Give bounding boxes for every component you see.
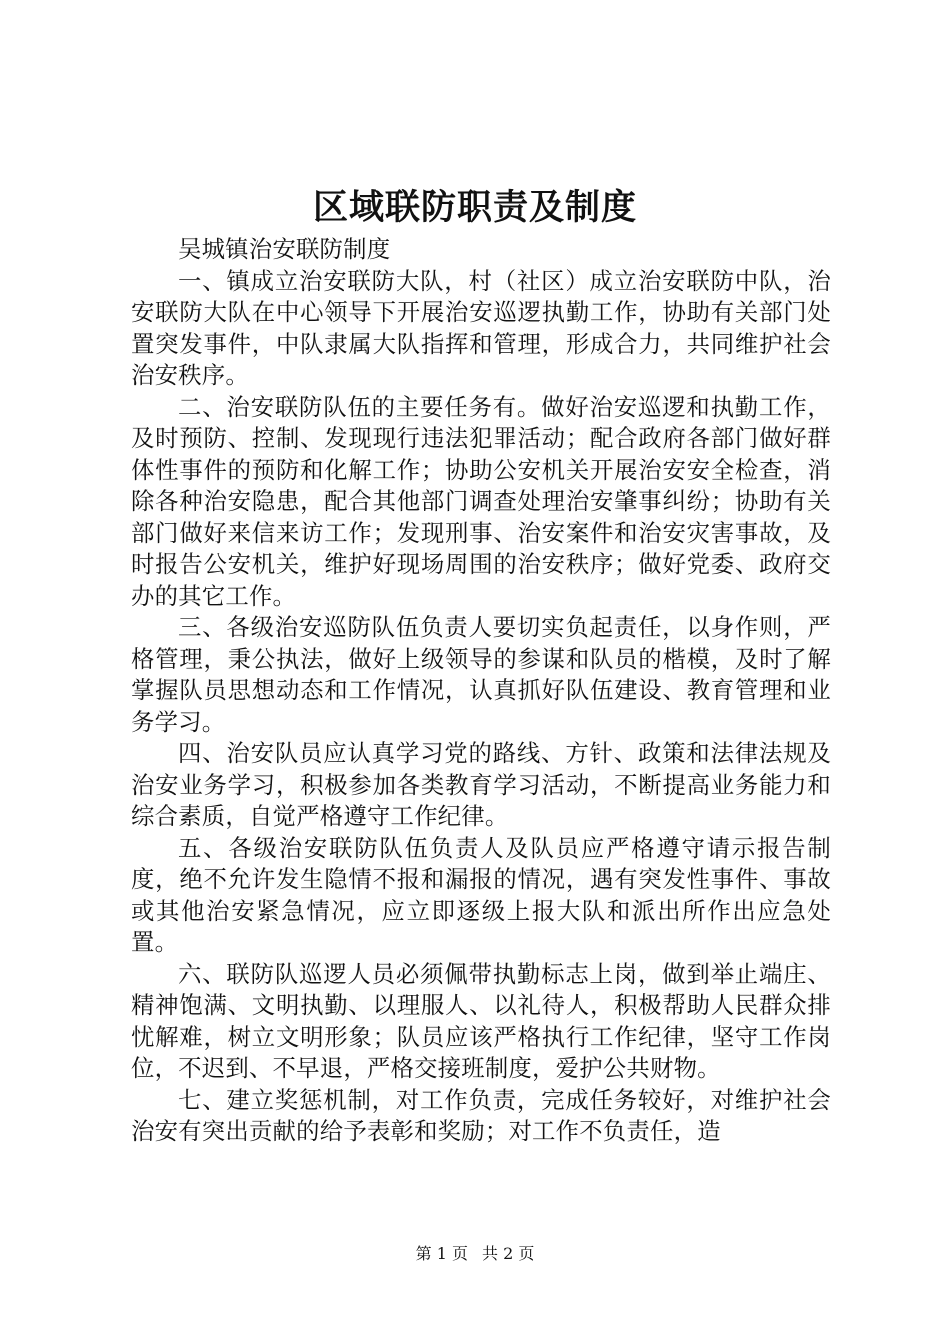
- paragraph-6: 六、联防队巡逻人员必须佩带执勤标志上岗，做到举止端庄、精神饱满、文明执勤、以理服人、以礼待人，积极帮助人民群众排忧解难，树立文明形象；队员应该严格执行工作纪律，坚守工作岗位，不迟到、不早退，严格交接班制度，爱护公共财物。: [131, 959, 831, 1082]
- document-body: [131, 234, 831, 1148]
- document-subtitle: 吴城镇治安联防制度: [178, 235, 391, 263]
- document-title: 区域联防职责及制度: [312, 187, 637, 228]
- paragraph-7: 七、建立奖惩机制，对工作负责，完成任务较好，对维护社会治安有突出贡献的给予表彰和奖励；对工作不负责任，造: [131, 1085, 831, 1145]
- paragraph-2: 二、治安联防队伍的主要任务有。做好治安巡逻和执勤工作，及时预防、控制、发现现行违法犯罪活动；配合政府各部门做好群体性事件的预防和化解工作；协助公安机关开展治安安全检查，消除各种治安隐患，配合其他部门调查处理治安肇事纠纷；协助有关部门做好来信来访工作；发现刑事、治安案件和治安灾害事故，及时报告公安机关，维护好现场周围的治安秩序；做好党委、政府交办的其它工作。: [131, 392, 831, 610]
- paragraph-1: 一、镇成立治安联防大队，村（社区）成立治安联防中队，治安联防大队在中心领导下开展治安巡逻执勤工作，协助有关部门处置突发事件，中队隶属大队指挥和管理，形成合力，共同维护社会治安秩序。: [131, 266, 831, 389]
- page-footer: [0, 1243, 950, 1265]
- paragraph-4: 四、治安队员应认真学习党的路线、方针、政策和法律法规及治安业务学习，积极参加各类教育学习活动，不断提高业务能力和综合素质，自觉严格遵守工作纪律。: [131, 739, 831, 830]
- total-pages: 共 2 页: [482, 1244, 535, 1263]
- paragraph-3: 三、各级治安巡防队伍负责人要切实负起责任，以身作则，严格管理，秉公执法，做好上级领导的参谋和队员的楷模，及时了解掌握队员思想动态和工作情况，认真抓好队伍建设、教育管理和业务学习。: [131, 613, 831, 736]
- paragraph-5: 五、各级治安联防队伍负责人及队员应严格遵守请示报告制度，绝不允许发生隐情不报和漏报的情况，遇有突发性事件、事故或其他治安紧急情况，应立即逐级上报大队和派出所作出应急处置。: [131, 833, 831, 956]
- page-number: 第 1 页: [415, 1244, 468, 1263]
